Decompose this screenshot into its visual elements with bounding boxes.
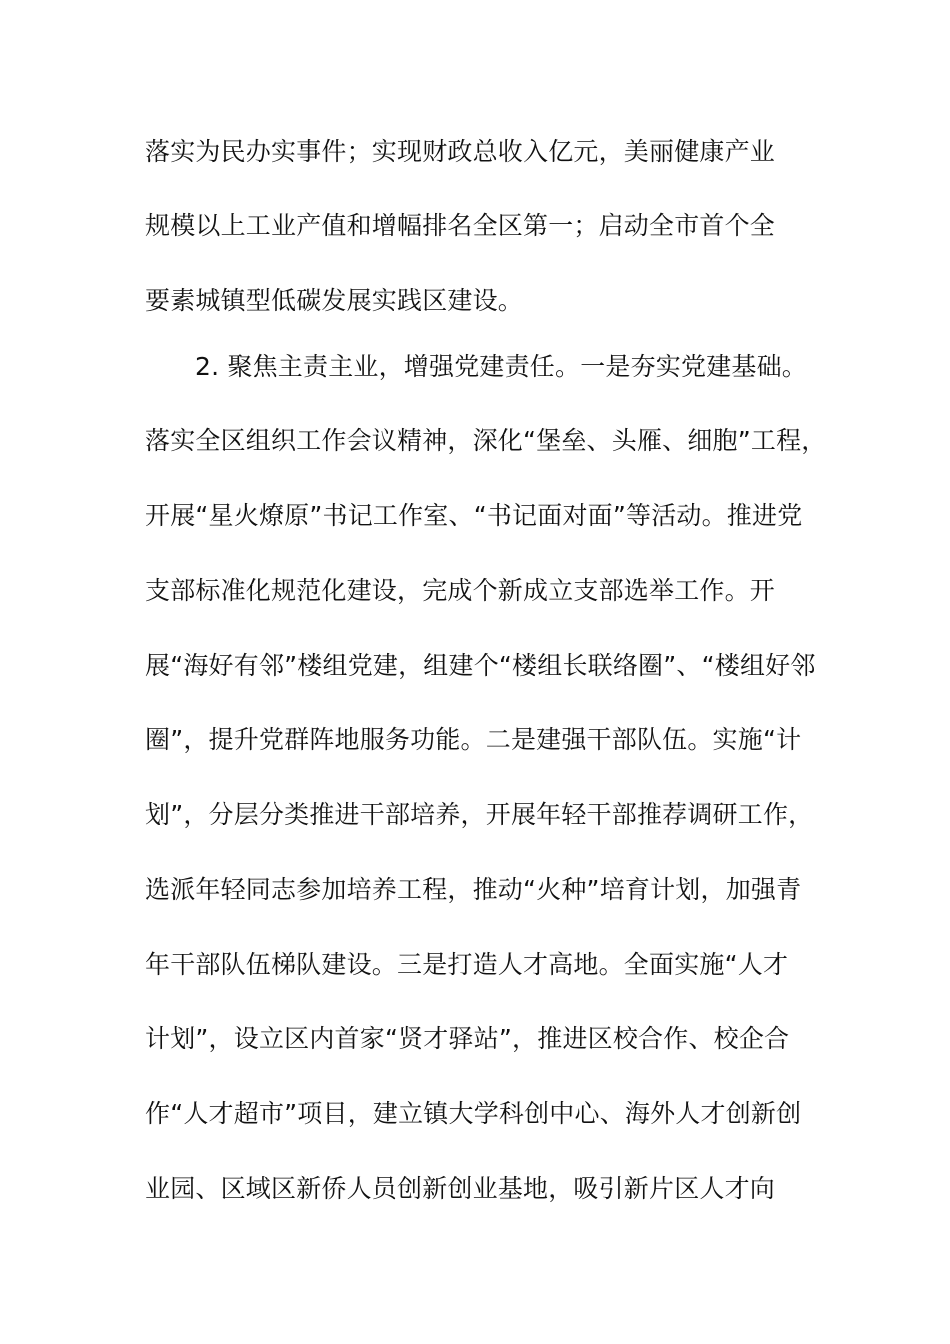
text-line: 选派年轻同志参加培养工程，推动“火种”培育计划，加强青 (145, 875, 802, 904)
text-line: 要素城镇型低碳发展实践区建设。 (145, 286, 524, 315)
text-line: 展“海好有邻”楼组党建，组建个“楼组长联络圈”、“楼组好邻 (145, 651, 816, 680)
text-line: 支部标准化规范化建设，完成个新成立支部选举工作。开 (145, 576, 776, 605)
text-line: 圈”，提升党群阵地服务功能。二是建强干部队伍。实施“计 (145, 725, 802, 754)
text-line: 规模以上工业产值和增幅排名全区第一；启动全市首个全 (145, 211, 776, 240)
text-line: 业园、区域区新侨人员创新创业基地，吸引新片区人才向 (145, 1174, 776, 1203)
text-line: 落实全区组织工作会议精神，深化“堡垒、头雁、细胞”工程， (145, 426, 827, 455)
section-heading-line: 2. 聚焦主责主业，增强党建责任。一是夯实党建基础。 (195, 352, 808, 381)
text-line: 年干部队伍梯队建设。三是打造人才高地。全面实施“人才 (145, 950, 789, 979)
text-line: 开展“星火燎原”书记工作室、“书记面对面”等活动。推进党 (145, 501, 803, 530)
text-line: 落实为民办实事件；实现财政总收入亿元，美丽健康产业 (145, 137, 776, 166)
text-line: 计划”，设立区内首家“贤才驿站”，推进区校合作、校企合 (145, 1024, 790, 1053)
text-line: 作“人才超市”项目，建立镇大学科创中心、海外人才创新创 (145, 1099, 802, 1128)
text-line: 划”，分层分类推进干部培养，开展年轻干部推荐调研工作， (145, 800, 814, 829)
